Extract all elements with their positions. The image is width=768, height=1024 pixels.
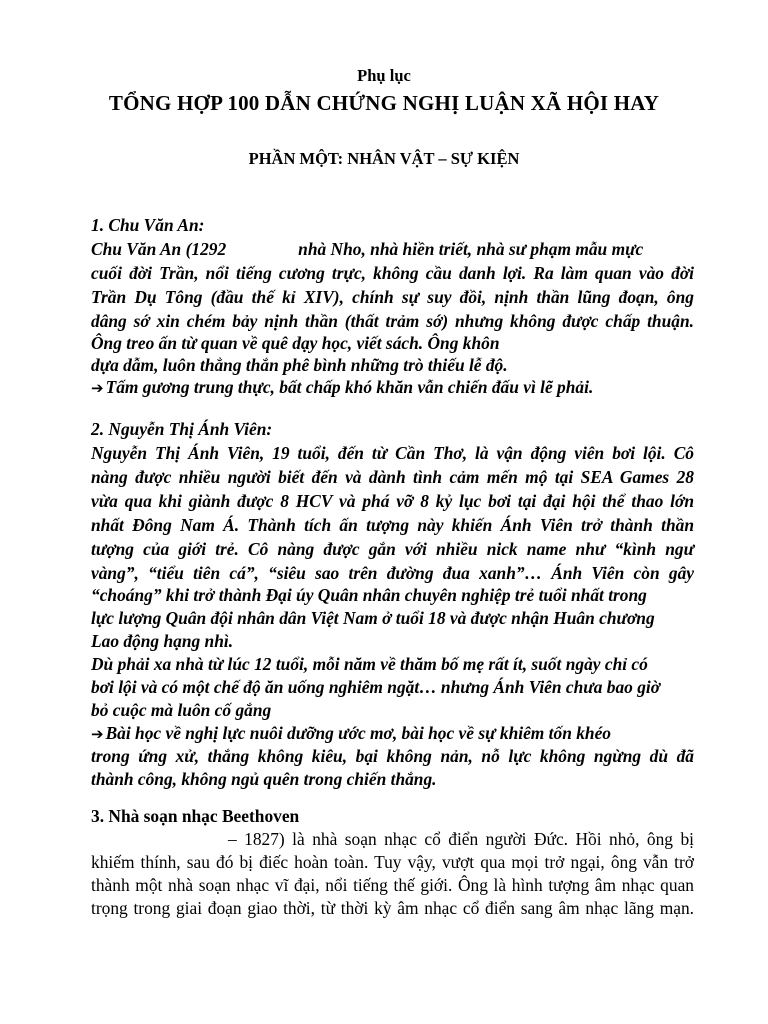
section2-line-8: lực lượng Quân đội nhân dân Việt Nam ở tuổi 18 và được nhận Huân chương (91, 608, 655, 628)
section1-line-1 (91, 238, 694, 260)
section2-heading: 2. Nguyễn Thị Ánh Viên: (91, 419, 273, 439)
section2-line-2: nàng được nhiều người biết đến và dành tình cảm mến mộ tại SEA Games 28 (91, 467, 694, 487)
section2-lesson-line-3: thành công, không ngủ quên trong chiến thắng. (91, 769, 437, 789)
section1-lesson: Tấm gương trung thực, bất chấp khó khăn vẫn chiến đấu vì lẽ phải. (105, 377, 594, 397)
section1-heading: 1. Chu Văn An: (91, 215, 205, 235)
part-title: PHẦN MỘT: NHÂN VẬT – SỰ KIỆN (248, 149, 520, 168)
section1-lesson-line (91, 376, 694, 399)
section1-line-1a: Chu Văn An (1292 (91, 239, 227, 259)
section1-line-2: cuối đời Trần, nổi tiếng cương trực, không cầu danh lợi. Ra làm quan vào đời (91, 263, 694, 283)
section1-line-4: dâng sớ xin chém bảy nịnh thần (thất trảm sớ) nhưng không được chấp thuận. (91, 311, 694, 331)
arrow-right-icon: ➔ (91, 725, 104, 743)
arrow-right-icon: ➔ (91, 379, 104, 397)
section2-line-11: bơi lội và có một chế độ ăn uống nghiêm ngặt… nhưng Ánh Viên chưa bao giờ (91, 677, 661, 697)
section3-line-1: – 1827) là nhà soạn nhạc cổ điển người Đức. Hồi nhỏ, ông bị (228, 829, 694, 849)
section2-line-4: nhất Đông Nam Á. Thành tích ấn tượng này khiến Ánh Viên trở thành thần (91, 515, 694, 535)
appendix-label: Phụ lục (357, 66, 411, 85)
section2-line-10: Dù phải xa nhà từ lúc 12 tuổi, mỗi năm về thăm bố mẹ rất ít, suốt ngày chỉ có (91, 654, 648, 674)
section3-line-4: trọng trong giai đoạn giao thời, từ thời kỳ âm nhạc cổ điển sang âm nhạc lãng mạn. (91, 898, 694, 918)
section2-line-1: Nguyễn Thị Ánh Viên, 19 tuổi, đến từ Cần Thơ, là vận động viên bơi lội. Cô (91, 443, 694, 463)
section1-line-6: dựa dẫm, luôn thẳng thắn phê bình những trò thiếu lễ độ. (91, 355, 508, 375)
document-title: TỔNG HỢP 100 DẪN CHỨNG NGHỊ LUẬN XÃ HỘI HAY (108, 91, 660, 115)
section2-line-6: vàng”, “tiểu tiên cá”, “siêu sao trên đường đua xanh”… Ánh Viên còn gây (91, 563, 694, 583)
section2-lesson-line-2: trong ứng xử, thắng không kiêu, bại không nản, nỗ lực không ngừng dù đã (91, 746, 694, 766)
section2-line-3: vừa qua khi giành được 8 HCV và phá vỡ 8 kỷ lục bơi tại đại hội thể thao lớn (91, 491, 694, 511)
section2-line-12: bỏ cuộc mà luôn cố gắng (91, 700, 272, 720)
section2-line-9: Lao động hạng nhì. (91, 631, 234, 651)
section1-line-3: Trần Dụ Tông (đầu thế kỉ XIV), chính sự suy đồi, nịnh thần lũng đoạn, ông (91, 287, 694, 307)
section2-lesson-1: Bài học về nghị lực nuôi dưỡng ước mơ, bài học về sự khiêm tốn khéo (105, 723, 612, 743)
section1-line-5: Ông treo ấn từ quan về quê dạy học, viết sách. Ông khôn (91, 333, 500, 353)
section1-line-1b: nhà Nho, nhà hiền triết, nhà sư phạm mẫu mực (298, 239, 644, 259)
section2-lesson-line-1 (91, 722, 694, 745)
section2-line-5: tượng của giới trẻ. Cô nàng được gắn với nhiều nick name như “kình ngư (91, 539, 694, 559)
section3-line-3: thành một nhà soạn nhạc vĩ đại, nổi tiếng thế giới. Ông là hình tượng âm nhạc quan (91, 875, 694, 895)
section2-line-7: “choáng” khi trở thành Đại úy Quân nhân chuyên nghiệp trẻ tuổi nhất trong (91, 585, 647, 605)
section3-heading: 3. Nhà soạn nhạc Beethoven (91, 806, 300, 826)
section3-line-2: khiếm thính, sau đó bị điếc hoàn toàn. Tuy vậy, vượt qua mọi trở ngại, ông vẫn trở (91, 852, 694, 872)
